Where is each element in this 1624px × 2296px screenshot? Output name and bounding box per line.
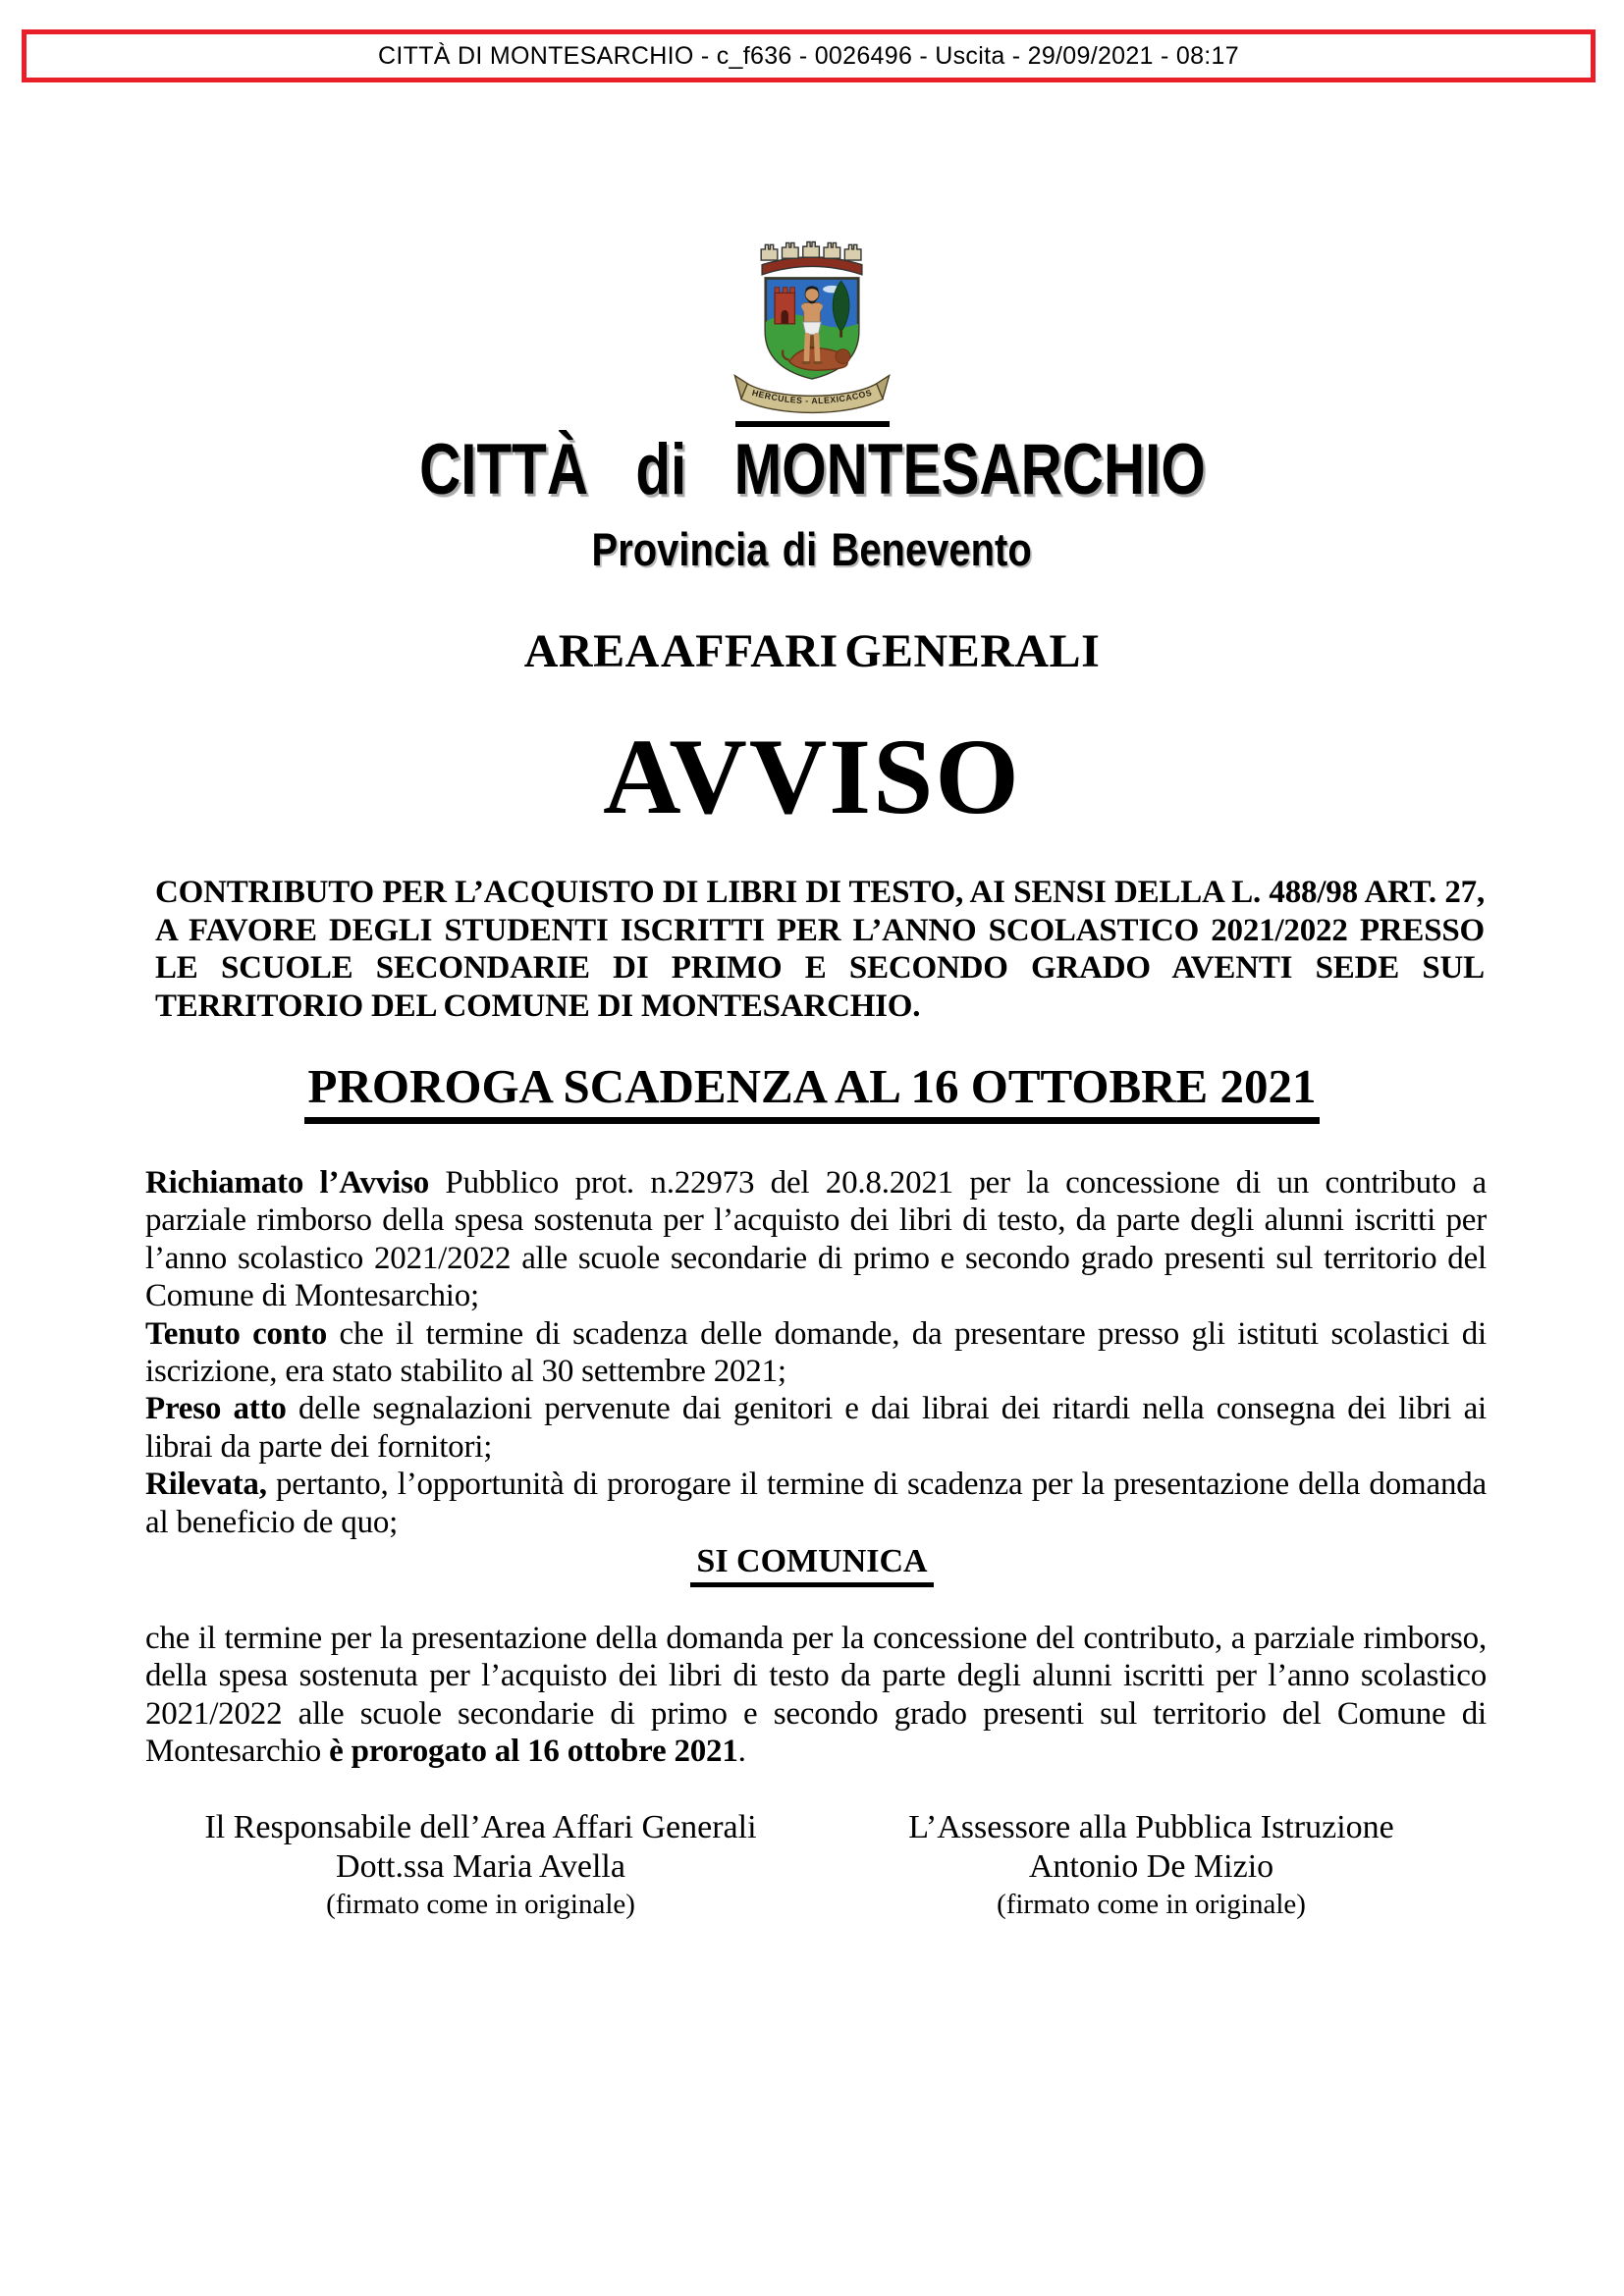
- premise-text-2: che il termine di scadenza delle domande, da presentare presso gli istituti scolastici di iscrizione, era stato stabilito al 30 settembre 2021;: [145, 1315, 1487, 1390]
- communication-text: che il termine per la presentazione della domanda per la concessione del contributo, a parziale rimborso, della spesa sostenuta per l’acquisto dei libri di testo da parte degli alunni iscritti per l’anno scolastico 2021/2022 alle scuole secondarie di primo e secondo grado presenti sul territorio del Comune di Montesarchio: [145, 1621, 1487, 1770]
- communication-heading: SI COMUNICA: [690, 1545, 933, 1587]
- city-title: [0, 430, 1624, 509]
- premise-text-3: delle segnalazioni pervenute dai genitori e dai librai dei ritardi nella consegna dei libri ai librai da parte dei fornitori;: [145, 1391, 1487, 1465]
- deadline-heading: PROROGA SCADENZA AL 16 OTTOBRE 2021: [304, 1062, 1321, 1124]
- premise-paragraph-1: [145, 1164, 1487, 1315]
- city-title-text: CITTÀ di MONTESARCHIO: [418, 430, 1206, 509]
- signature-right-note: (firmato come in originale): [997, 1889, 1306, 1920]
- premise-paragraph-2: [145, 1315, 1487, 1391]
- crown: [761, 242, 862, 275]
- crest-underline: [735, 421, 890, 427]
- subject-paragraph: CONTRIBUTO PER L’ACQUISTO DI LIBRI DI TESTO, AI SENSI DELLA L. 488/98 ART. 27, A FAVORE DEGLI STUDENTI ISCRITTI PER L’ANNO SCOLASTICO 2021/2022 PRESSO LE SCUOLE SECONDARIE DI PRIMO E SECONDO GRADO AVENTI SEDE SUL TERRITORIO DEL COMUNE DI MONTESARCHIO.: [155, 875, 1485, 1024]
- motto-ribbon: [734, 376, 889, 413]
- premise-text-1: Pubblico prot. n.22973 del 20.8.2021 per la concessione di un contributo a parziale rimborso della spesa sostenuta per l’acquisto dei libri di testo, da parte degli alunni iscritti per l’anno scolastico 2021/2022 alle scuole secondarie di primo e secondo grado presenti sul territorio del Comune di Montesarchio;: [145, 1165, 1487, 1314]
- signature-left-name: Dott.ssa Maria Avella: [336, 1848, 625, 1885]
- premise-lead-3: Preso atto: [145, 1391, 287, 1427]
- signature-left: [145, 1808, 816, 1922]
- tower: [775, 288, 794, 324]
- signature-right-name: Antonio De Mizio: [1028, 1848, 1274, 1885]
- department-heading: AREA AFFARI GENERALI: [523, 625, 1101, 677]
- premises-block: [145, 1164, 1487, 1541]
- communication-heading-row: [0, 1545, 1624, 1587]
- premise-lead-2: Tenuto conto: [145, 1315, 328, 1352]
- signature-left-note: (firmato come in originale): [326, 1889, 635, 1920]
- coat-of-arms-image: [721, 224, 903, 418]
- communication-paragraph: [145, 1620, 1487, 1771]
- protocol-stamp-box: [22, 29, 1596, 82]
- signatures-row: [145, 1808, 1487, 1922]
- communication-bold-ending: è prorogato al 16 ottobre 2021: [329, 1734, 738, 1770]
- deadline-heading-row: [0, 1059, 1624, 1124]
- communication-period: .: [737, 1734, 746, 1770]
- premise-paragraph-3: [145, 1390, 1487, 1466]
- signature-left-role: Il Responsabile dell’Area Affari Generali: [204, 1809, 757, 1845]
- premise-lead-4: Rilevata,: [145, 1467, 267, 1503]
- communication-block: [145, 1620, 1487, 1771]
- crest-motto-text: HERCULES - ALEXICACOS: [750, 387, 874, 406]
- coat-of-arms: [0, 224, 1624, 427]
- signature-right: [816, 1808, 1487, 1922]
- signature-right-role: L’Assessore alla Pubblica Istruzione: [908, 1809, 1394, 1845]
- premise-text-4: pertanto, l’opportunità di prorogare il termine di scadenza per la presentazione della domanda al beneficio de quo;: [145, 1467, 1487, 1540]
- notice-title: AVVISO: [603, 717, 1021, 836]
- province-subtitle-text: Provincia di Benevento: [591, 523, 1033, 575]
- premise-paragraph-4: [145, 1466, 1487, 1541]
- premise-lead-1: Richiamato l’Avviso: [145, 1165, 430, 1201]
- protocol-stamp-text: CITTÀ DI MONTESARCHIO - c_f636 - 0026496 - Uscita - 29/09/2021 - 08:17: [378, 41, 1239, 70]
- province-subtitle: [0, 523, 1624, 575]
- shield: [766, 279, 858, 379]
